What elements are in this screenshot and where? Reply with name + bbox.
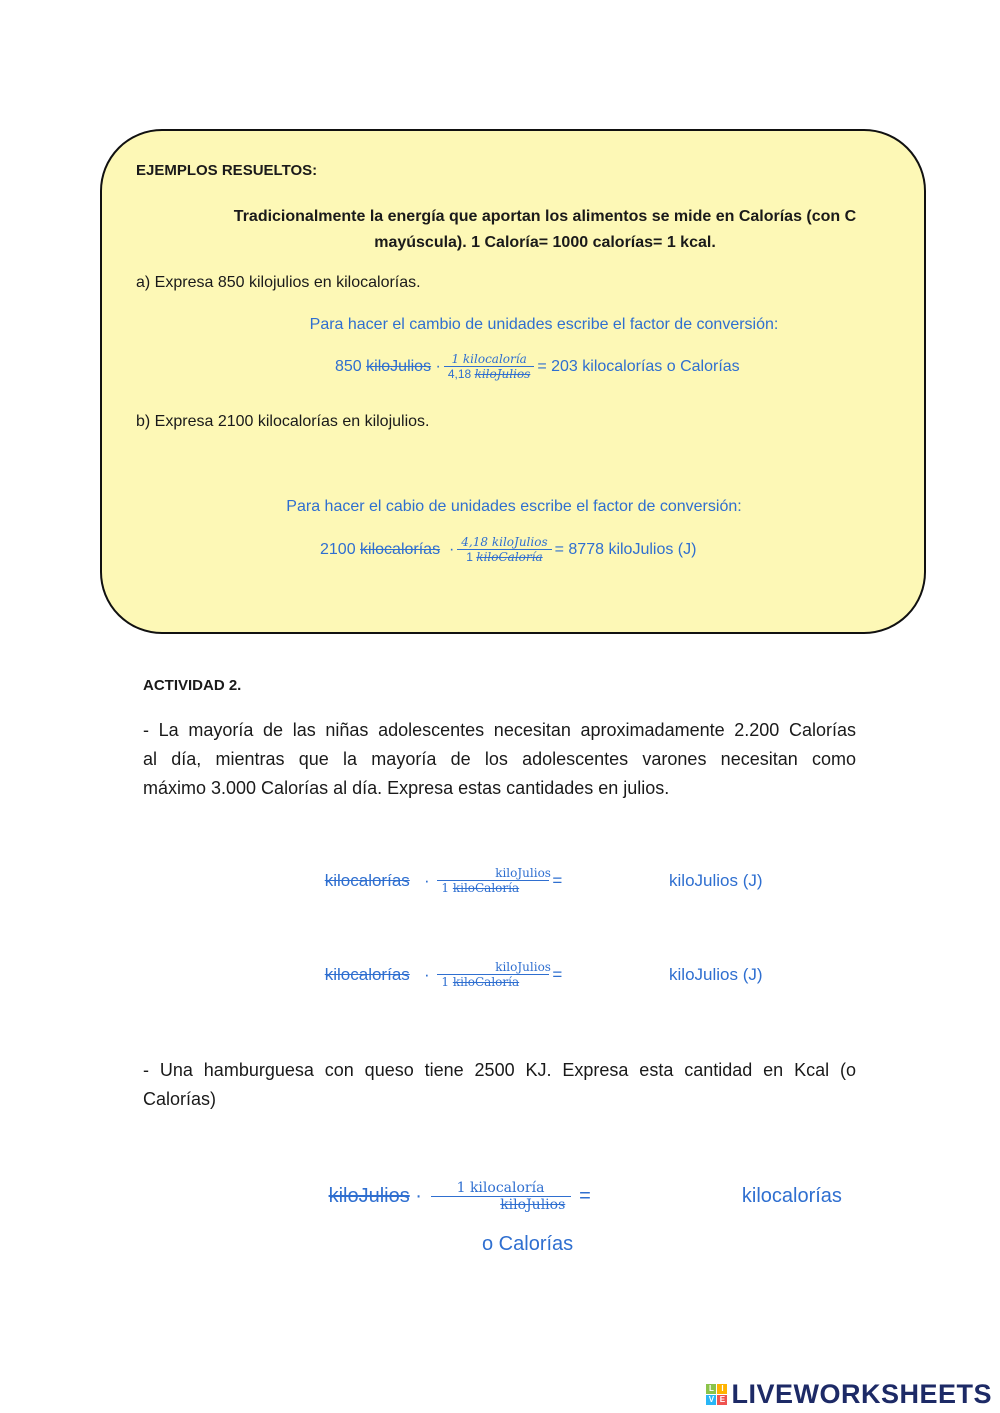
activity-paragraph-2 — [143, 1056, 856, 1114]
b-result: = 8778 kiloJulios (J) — [554, 540, 697, 558]
ex3-numerator: 1 kilocaloría — [431, 1180, 571, 1197]
ex3-result-input[interactable] — [596, 1188, 736, 1206]
a-result: = 203 kilocalorías o Calorías — [537, 357, 740, 375]
logo-letter: L — [706, 1384, 716, 1394]
exercise-2-formula — [218, 960, 763, 989]
ex1-dot: · — [423, 870, 430, 890]
ex1-equals: = — [552, 870, 563, 890]
intro-line-1: Tradicionalmente la energía que aportan los alimentos se mide en Calorías (con C — [233, 208, 857, 225]
logo-mark-icon — [706, 1384, 727, 1405]
ex3-denominator-input[interactable] — [436, 1199, 496, 1213]
p1-line-3: máximo 3.000 Calorías al día. Expresa estas cantidades en julios. — [143, 778, 670, 798]
b-value: 2100 — [320, 540, 356, 558]
b-den-unit: kiloCaloría — [476, 550, 543, 564]
ex1-den-unit: kiloCaloría — [452, 881, 520, 895]
ex2-result-unit: kiloJulios (J) — [669, 964, 763, 984]
a-den-value: 4,18 — [447, 367, 472, 381]
example-a-instruction: Para hacer el cambio de unidades escribe el factor de conversión: — [309, 316, 779, 333]
b-unit: kilocalorías — [360, 540, 441, 558]
ex3-equals: = — [579, 1185, 591, 1207]
p1-line-2: al día, mientras que la mayoría de los adolescentes varones necesitan como — [143, 749, 856, 769]
ex3-den-unit: kiloJulios — [500, 1197, 566, 1213]
intro-line-2: mayúscula). 1 Caloría= 1000 calorías= 1 kcal. — [374, 234, 716, 251]
ex1-den-value: 1 — [441, 881, 449, 895]
ex3-result-unit-line2: o Calorías — [482, 1233, 574, 1255]
a-value: 850 — [335, 357, 362, 375]
activity-paragraph-1 — [143, 716, 856, 803]
ex2-result-input[interactable] — [567, 967, 669, 983]
examples-heading: EJEMPLOS RESUELTOS: — [136, 162, 318, 179]
a-fraction — [444, 352, 534, 381]
ex1-numerator-input[interactable] — [441, 866, 491, 880]
b-dot: · — [448, 540, 455, 558]
b-den-value: 1 — [466, 550, 473, 564]
activity-title: ACTIVIDAD 2. — [143, 677, 242, 694]
ex3-unit: kiloJulios — [328, 1185, 410, 1207]
exercise-3-formula — [208, 1180, 842, 1213]
ex2-den-unit: kiloCaloría — [452, 975, 520, 989]
ex1-result-unit: kiloJulios (J) — [669, 870, 763, 890]
ex3-result-unit: kilocalorías — [741, 1185, 842, 1207]
ex2-fraction — [437, 960, 549, 989]
a-dot: · — [435, 357, 441, 375]
example-b-formula — [320, 535, 696, 564]
logo-letter: V — [706, 1395, 716, 1405]
liveworksheets-logo — [706, 1377, 992, 1411]
ex2-value-input[interactable] — [218, 967, 320, 983]
exercise-1-formula — [218, 866, 763, 895]
p1-line-1: - La mayoría de las niñas adolescentes necesitan aproximadamente 2.200 Calorías — [143, 720, 856, 740]
ex1-fraction — [437, 866, 549, 895]
examples-intro — [190, 204, 900, 256]
ex3-dot: · — [415, 1185, 422, 1207]
ex2-equals: = — [552, 964, 563, 984]
example-a-formula — [335, 352, 740, 381]
ex1-unit: kilocalorías — [324, 870, 410, 890]
example-a-question: a) Expresa 850 kilojulios en kilocalorías. — [136, 274, 421, 291]
logo-text: LIVEWORKSHEETS — [731, 1378, 992, 1409]
p2-line-1: - Una hamburguesa con queso tiene 2500 KJ. Expresa esta cantidad en Kcal (o — [143, 1060, 856, 1080]
ex3-fraction — [431, 1180, 571, 1213]
ex2-den-value: 1 — [441, 975, 449, 989]
ex2-numerator-input[interactable] — [441, 960, 491, 974]
ex1-value-input[interactable] — [218, 873, 320, 889]
p2-line-2: Calorías) — [143, 1089, 217, 1109]
ex2-unit: kilocalorías — [324, 964, 410, 984]
ex2-dot: · — [423, 964, 430, 984]
b-fraction — [457, 535, 551, 564]
ex2-numerator: kiloJulios — [437, 960, 549, 975]
logo-letter: I — [717, 1384, 727, 1394]
b-fraction-numerator: 4,18 kiloJulios — [457, 535, 551, 550]
example-b-instruction: Para hacer el cabio de unidades escribe el factor de conversión: — [286, 498, 742, 515]
a-unit: kiloJulios — [366, 357, 432, 375]
logo-letter: E — [717, 1395, 727, 1405]
ex3-value-input[interactable] — [208, 1188, 323, 1206]
ex1-numerator: kiloJulios — [437, 866, 549, 881]
ex1-result-input[interactable] — [567, 873, 669, 889]
a-den-unit: kiloJulios — [474, 367, 531, 381]
a-fraction-numerator: 1 kilocaloría — [444, 352, 534, 367]
example-b-question: b) Expresa 2100 kilocalorías en kilojulios. — [136, 413, 430, 430]
